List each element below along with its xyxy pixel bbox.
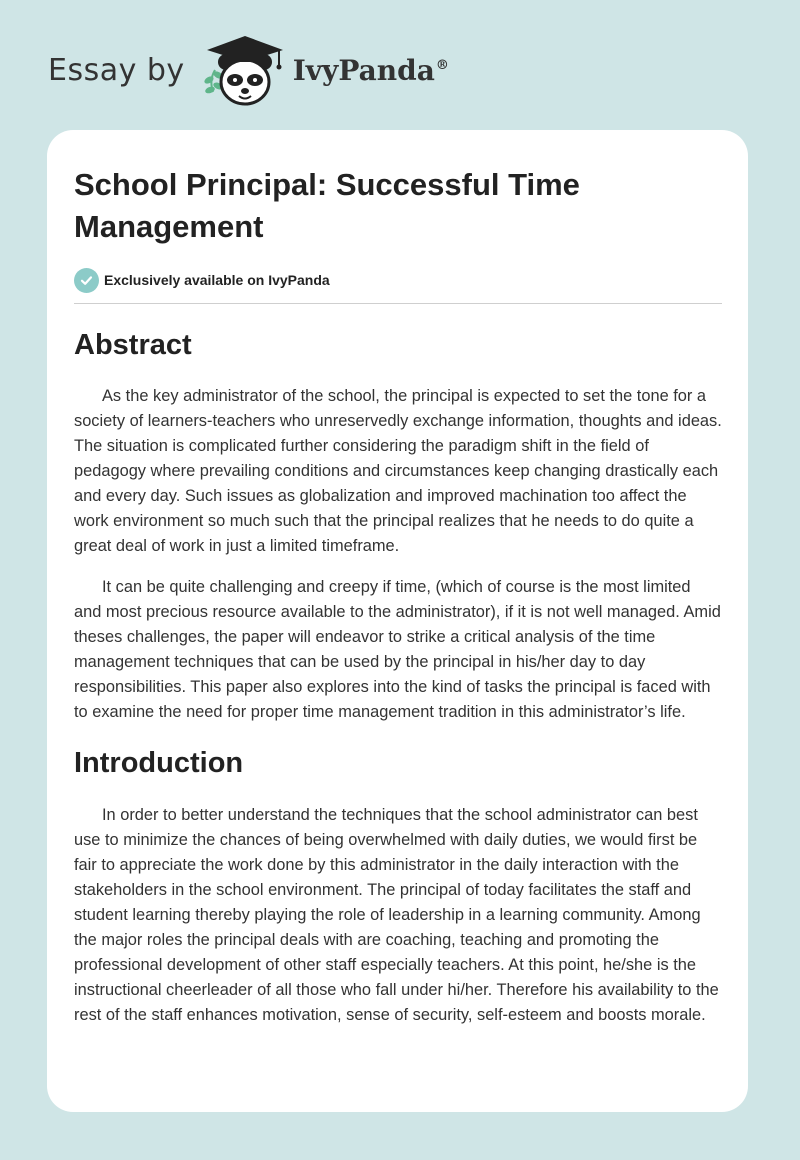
exclusive-badge — [74, 267, 722, 293]
checkmark-icon — [74, 268, 99, 293]
section-heading-introduction: Introduction — [74, 747, 244, 779]
site-header — [48, 30, 449, 110]
registered-mark: ® — [435, 58, 449, 74]
essay-card — [47, 130, 748, 1112]
exclusive-badge-label: Exclusively available on IvyPanda — [104, 272, 330, 288]
introduction-paragraph-1: In order to better understand the techniques that the school administrator can best use to minimize the chances of being overwhelmed with daily duties, we would first be fair to appreciate the work done by this administrator in the daily interaction with the stakeholders in the school environment. The principal of today facilitates the staff and student learning thereby playing the role of leadership in a learning community. Among the major roles the principal deals with are coaching, teaching and promoting the professional development of other staff especially teachers. At this point, he/she is the instructional cheerleader of all those who fall under hi/her. Therefore his availability to the rest of the staff enhances motivation, sense of security, self-esteem and boosts morale. — [74, 806, 719, 1024]
essay-by-label: Essay by — [48, 52, 185, 88]
section-heading-abstract: Abstract — [74, 329, 192, 361]
brand-name: IvyPanda — [292, 53, 435, 87]
divider — [74, 303, 722, 304]
page-title: School Principal: Successful Time Management — [74, 167, 580, 244]
abstract-paragraph-2: It can be quite challenging and creepy if time, (which of course is the most limited and most precious resource available to the administrator), if it is not well managed. Amid theses challenges, the paper will endeavor to strike a critical analysis of the time management techniques that can be used by the principal in his/her day to day responsibilities. This paper also explores into the kind of tasks the principal is faced with to examine the need for proper time management tradition in this administrator’s life. — [74, 578, 721, 721]
abstract-paragraph-1: As the key administrator of the school, the principal is expected to set the tone for a society of learners-teachers who unreservedly exchange information, thoughts and ideas. The situation is complicated further considering the paradigm shift in the field of pedagogy where prevailing conditions and circumstances keep changing drastically each and every day. Such issues as globalization and improved machination too affect the work environment so much such that the principal realizes that he needs to do quite a great deal of work in just a limited timeframe. — [74, 387, 722, 555]
panda-graduation-cap-icon[interactable] — [199, 30, 287, 110]
brand-logo-text[interactable] — [293, 54, 449, 87]
